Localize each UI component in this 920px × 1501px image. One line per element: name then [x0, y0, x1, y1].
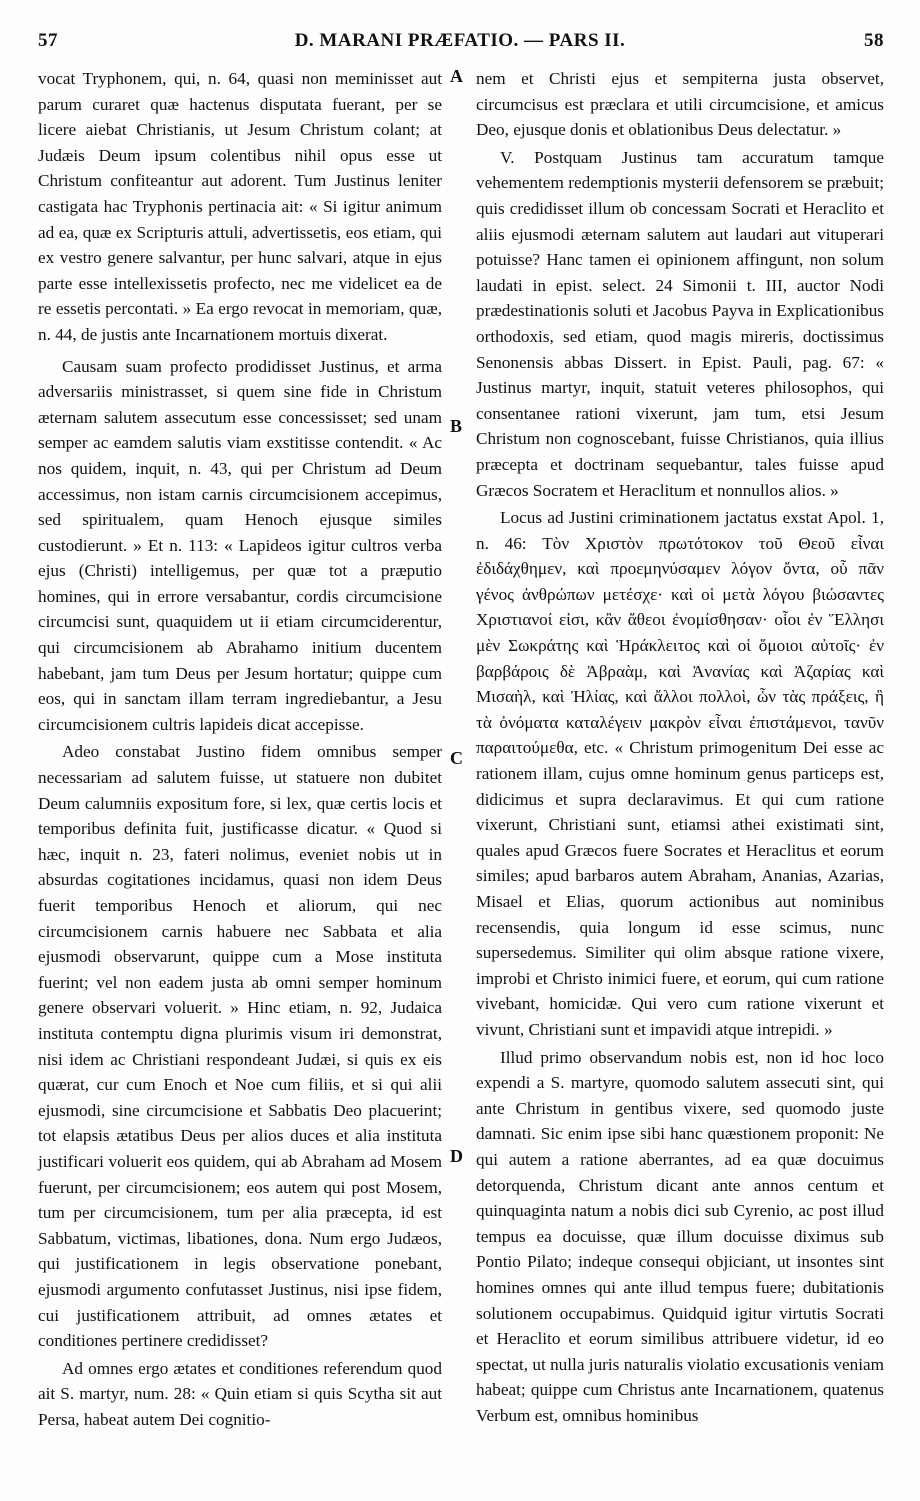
margin-marker-d: D: [450, 1146, 463, 1166]
margin-marker-a: A: [450, 66, 463, 86]
margin-marker-c: C: [450, 748, 463, 768]
paragraph: Adeo constabat Justino fidem omnibus semper necessariam ad salutem fuisse, ut statuere non dubitet Deum calumniis expositum fore, si lex, quæ certis locis et temporibus definita fuit, justificasse dicatur. « Quod si hæc, inquit n. 23, fateri nolimus, eveniet nobis ut in absurdas cogitationes incidamus, quasi non idem Deus fuerit temporibus Henoch et aliorum, qui nec circumcisionem carnis habuere nec Sabbata et alia ejusmodi observarunt, quippe cum a Mose instituta fuerint; vel non eadem justa ab omni semper hominum genere observari voluerit. » Hinc etiam, n. 92, Judaica instituta contemptu digna plurimis visum iri demonstrat, nisi idem ac Christiani respondeant Judæi, si quis ex eis quærat, cur cum Enoch et Noe cum filiis, et si qui alii ejusmodi, sine circumcisione et Sabbatis Deo placuerint; tot elapsis ætatibus Deus per alios duces et alia instituta justificari voluerit eos quidem, qui ab Abraham ad Mosem fuerunt, per circumcisionem; eos autem qui post Mosem, tum per circumcisionem, tum per alia præcepta, id est Sabbatum, victimas, libationes, dona. Num ergo Judæos, qui justificationem in legis observatione ponebant, ejusmodi argumento confutasset Justinus, nisi ipse fidem, cui justificationem attribuit, ad omnes ætates et conditiones pertinere credidisset?: [38, 742, 442, 1351]
running-title: D. MARANI PRÆFATIO. — PARS II.: [294, 30, 626, 51]
left-column: [38, 66, 442, 1434]
page-number-right: 58: [864, 30, 884, 51]
paragraph: Causam suam profecto prodidisset Justinus, et arma adversariis ministrasset, si quem sine fide in Christum æternam salutem assecutum esse concessisset; sed unam semper ac eamdem salutis viam exstitisse contendit. « Ac nos quidem, inquit, n. 43, qui per Christum ad Deum accessimus, non istam carnis circumcisionem accepimus, sed spiritualem, quam Henoch ejusque similes custodierunt. » Et n. 113: « Lapideos igitur cultros verba ejus (Christi) intelligemus, per quæ tot a præputio homines, qui in errore versabantur, cordis circumcisione circumcisi sunt, quaquidem ut ii etiam circumciderentur, qui circumcisionem ab Abrahamo initium ducentem habebant, jam tum Deus per Jesum hortatur; quippe cum eos, qui in sanctam illam terram ingrediebantur, a Jesu circumcisionem cultris lapideis dicat accepisse.: [38, 356, 442, 734]
margin-marker-b: B: [450, 416, 463, 436]
section-paragraph-v: V. Postquam Justinus tam accuratum tamque vehementem redemptionis mysterii defensorem se præbuit; quis credidisset illum ob concessam Socrati et Heraclito et aliis ejusmodi æternam salutem aut laudari aut vituperari potuisse? Hanc tamen ei opinionem affingunt, non solum laudati in epist. select. 24 Simonii t. III, auctor Nodi prædestinationis soluti et Jacobus Payva in Explicationibus orthodoxis, sed etiam, quod magis mireris, doctissimus Senonensis abbas Dissert. in Epist. Pauli, pag. 67: « Justinus martyr, inquit, statuit veteres philosophos, qui consentanee rationi vixerunt, jam tum, etsi Jesum Christum non cognoscebant, fuisse Christianos, quia illius præcepta et doctrinam sequebantur, tales fuisse apud Græcos Socratem et Heraclitum et nonnullos alios. »: [476, 147, 884, 500]
paragraph: vocat Tryphonem, qui, n. 64, quasi non meminisset aut parum curaret quæ hactenus disputata fuerant, per se licere aiebat Christianis, ut Jesum Christum colant; at Judæis Deum ipsum colentibus nihil opus esse ut Christum confiteantur aut adorent. Tum Justinus leniter castigata hac Tryphonis pertinacia ait: « Si igitur animum ad ea, quæ ex Scripturis attuli, advertissetis, eos etiam, qui ex vestro genere salvantur, per hunc salvari, atque in ejus parte esse intellexissetis profecto, nec me videlicet ea de re essetis percontati. » Ea ergo revocat in memoriam, quæ, n. 44, de justis ante Incarnationem mortuis dixerat.: [38, 69, 442, 344]
paragraph: nem et Christi ejus et sempiterna justa observet, circumcisus est præclara et utili circumcisione, et amicus Deo, ejusque donis et oblationibus Deus delectatur. »: [476, 69, 884, 140]
right-column: [476, 66, 884, 1430]
paragraph: Illud primo observandum nobis est, non id hoc loco expendi a S. martyre, quomodo salutem assecuti sint, qui ante Christum in gentibus vixere, sed quomodo juste damnati. Sic enim ipse sibi hanc quæstionem proponit: Ne qui autem a ratione aberrantes, ad ea quæ docuimus detorquenda, Christum dicant ante annos centum et quinquaginta natum a nobis dici sub Cyrenio, ac post illud tempus ea docuisse, quæ illum docuisse diximus sub Pontio Pilato; indeque consequi objiciant, ut insontes sint homines omnes qui ante illud tempus fuere; dubitationis solutionem occupabimus. Quidquid igitur virtutis Socrati et Heraclito et eorum similibus attribuere videtur, id eo spectat, ut nulla juris naturalis violatio excusationis veniam habeat; quippe cum Christus ante Incarnationem, quatenus Verbum est, omnibus hominibus: [476, 1047, 884, 1425]
paragraph: Ad omnes ergo ætates et conditiones referendum quod ait S. martyr, num. 28: « Quin etiam si quis Scytha sit aut Persa, habeat autem Dei cognitio-: [38, 1358, 442, 1429]
paragraph: Locus ad Justini criminationem jactatus exstat Apol. 1, n. 46: Τὸν Χριστὸν πρωτότοκον τοῦ Θεοῦ εἶναι ἐδιδάχθημεν, καὶ προεμηνύσαμεν λόγον ὄντα, οὗ πᾶν γένος ἀνθρώπων μετέσχε· καὶ οἱ μετὰ λόγου βιώσαντες Χριστιανοί εἰσι, κἂν ἄθεοι ἐνομίσθησαν· οἷοι ἐν Ἕλλησι μὲν Σωκράτης καὶ Ἡράκλειτος καὶ οἱ ὅμοιοι αὐτοῖς· ἐν βαρβάροις δὲ Ἀβραὰμ, καὶ Ἀνανίας καὶ Ἀζαρίας καὶ Μισαὴλ, καὶ Ἠλίας, καὶ ἄλλοι πολλοὶ, ὧν τὰς πράξεις, ἢ τὰ ὀνόματα καταλέγειν μακρὸν εἶναι ἐπιστάμενοι, τανῦν παραιτούμεθα, etc. « Christum primogenitum Dei esse ac rationem illam, cujus omne hominum genus particeps est, didicimus et supra declaravimus. Et qui cum ratione vixerunt, Christiani sunt, etiamsi athei existimati sint, quales apud Græcos fuere Socrates et Heraclitus et eorum similes; apud barbaros autem Abraham, Ananias, Azarias, Misael et Elias, quorum actionibus aut nominibus recensendis, quia longum id esse scimus, nunc supersedemus. Similiter qui olim absque ratione vixere, improbi et Christo inimici fuere, et eorum, qui cum ratione vivebant, homicidæ. Qui vero cum ratione vixerunt et vivunt, Christiani sunt et impavidi atque intrepidi. »: [476, 508, 884, 1039]
page-number-left: 57: [38, 30, 58, 51]
